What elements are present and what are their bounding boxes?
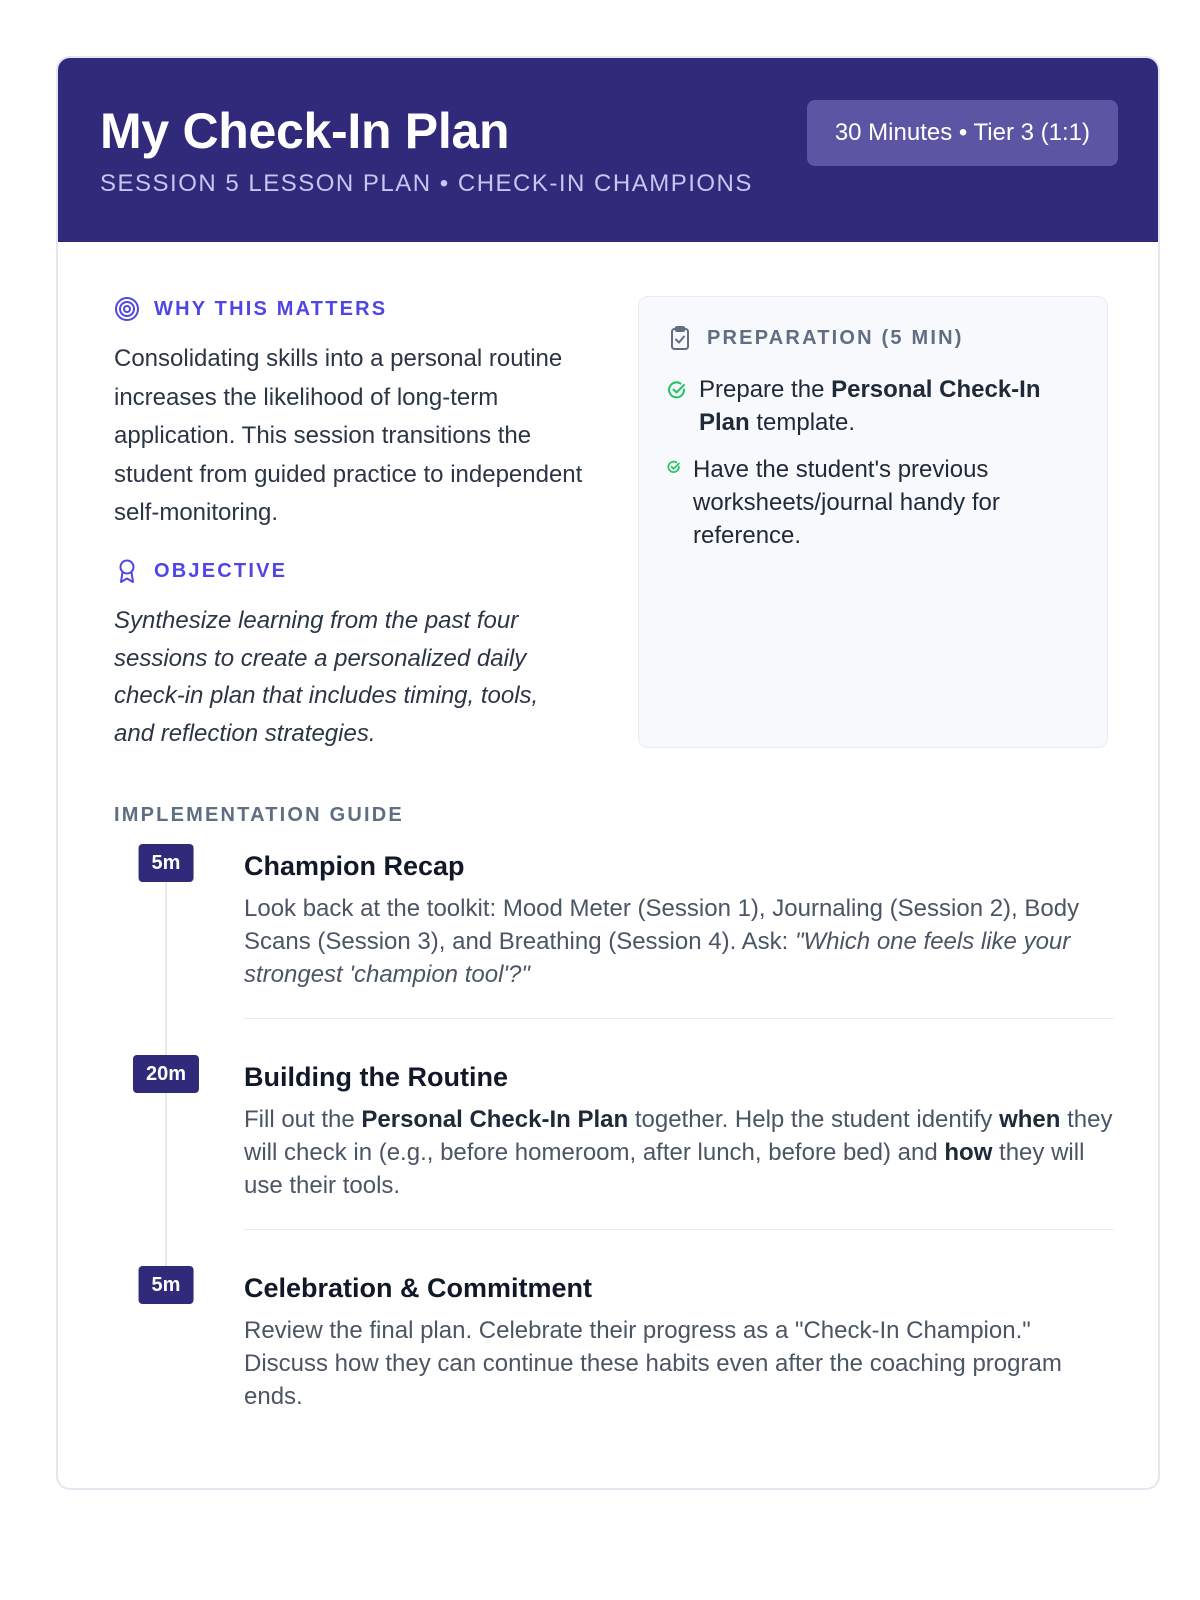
clipboard-check-icon [667,325,693,351]
page-subtitle: SESSION 5 LESSON PLAN • CHECK-IN CHAMPIONS [100,170,753,197]
page-title: My Check-In Plan [100,103,510,159]
objective-heading [114,558,584,584]
preparation-item [667,373,1079,439]
preparation-list [667,373,1079,552]
check-circle-icon [667,460,681,474]
step-description: Look back at the toolkit: Mood Meter (Session 1), Journaling (Session 2), Body Scans (Session 3), and Breathing (Session 4). Ask: "Which one feels like your strongest 'champion tool'?" [244,895,1080,988]
step-building-routine [114,1055,1114,1266]
preparation-item [667,453,1079,552]
objective-label: OBJECTIVE [154,559,288,582]
duration-badge: 30 Minutes • Tier 3 (1:1) [807,100,1118,166]
objective-section [114,558,584,752]
step-title: Celebration & Commitment [244,1273,593,1303]
step-description: Fill out the Personal Check-In Plan together. Help the student identify when they will check in (e.g., before homeroom, after lunch, before bed) and how they will use their tools. [244,1106,1113,1199]
preparation-label: PREPARATION (5 MIN) [707,326,964,349]
step-time-badge: 5m [139,1266,194,1304]
objective-text: Synthesize learning from the past four sessions to create a personalized daily check-in plan that includes timing, tools, and reflection strategies. [114,607,539,747]
check-circle-icon [667,380,687,400]
step-divider [244,1018,1114,1019]
step-description: Review the final plan. Celebrate their progress as a "Check-In Champion." Discuss how they can continue these habits even after the coaching program ends. [244,1317,1062,1410]
why-label: WHY THIS MATTERS [154,297,388,320]
why-text: Consolidating skills into a personal routine increases the likelihood of long-term application. This session transitions the student from guided practice to independent self-monitoring. [114,345,583,526]
step-title: Champion Recap [244,851,465,881]
implementation-heading: IMPLEMENTATION GUIDE [114,804,404,826]
step-time-badge: 5m [139,844,194,882]
target-icon [114,296,140,322]
step-champion-recap [114,844,1114,1055]
preparation-item-bold: Personal Check-In Plan [699,376,1041,436]
card-header [58,58,1158,242]
step-quote: "Which one feels like your strongest 'champion tool'?" [244,928,1071,988]
timeline-line [165,1093,167,1266]
preparation-item-text: Have the student's previous worksheets/journal handy for reference. [693,456,1000,549]
step-celebration [114,1266,1114,1446]
step-title: Building the Routine [244,1062,508,1092]
implementation-steps [114,844,1114,1446]
step-time-badge: 20m [133,1055,199,1093]
lesson-plan-card [56,56,1160,1490]
preparation-panel [638,296,1108,748]
why-heading [114,296,584,322]
why-section [114,296,584,533]
award-ribbon-icon [114,558,140,584]
step-divider [244,1229,1114,1230]
preparation-item-text: Prepare the Personal Check-In Plan template. [699,376,1041,436]
timeline-line [165,882,167,1055]
preparation-heading [667,325,1079,351]
